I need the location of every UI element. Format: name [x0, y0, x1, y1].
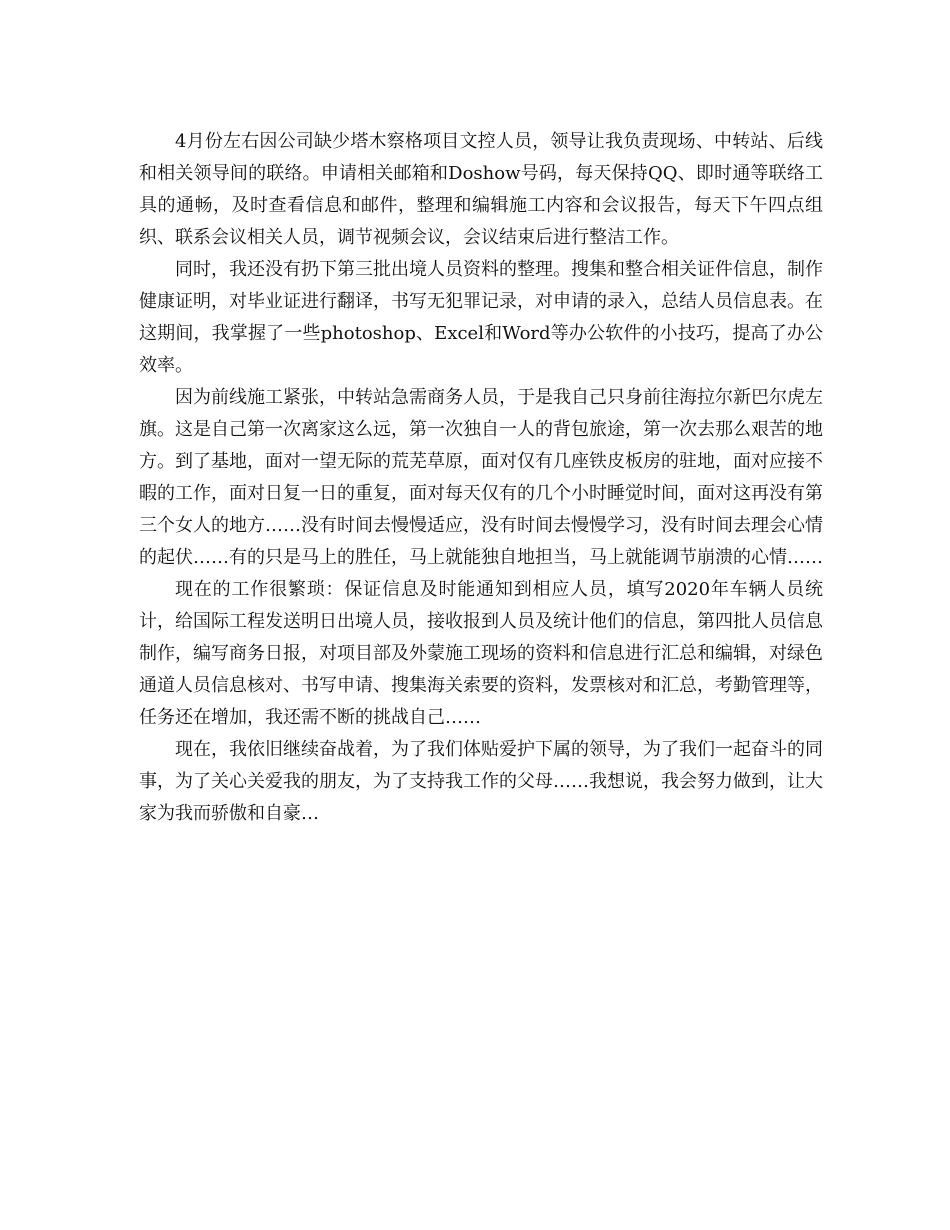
paragraph-2: 同时，我还没有扔下第三批出境人员资料的整理。搜集和整合相关证件信息，制作健康证明，对毕业证进行翻译，书写无犯罪记录，对申请的录入，总结人员信息表。在这期间，我掌握了一些photoshop、Excel和Word等办公软件的小技巧，提高了办公效率。 [139, 259, 823, 376]
document-body [139, 126, 823, 830]
paragraph-4: 现在的工作很繁琐：保证信息及时能通知到相应人员，填写2020年车辆人员统计，给国际工程发送明日出境人员，接收报到人员及统计他们的信息，第四批人员信息制作，编写商务日报，对项目部及外蒙施工现场的资料和信息进行汇总和编辑，对绿色通道人员信息核对、书写申请、搜集海关索要的资料，发票核对和汇总，考勤管理等，任务还在增加，我还需不断的挑战自己…… [139, 579, 823, 728]
paragraph-3: 因为前线施工紧张，中转站急需商务人员，于是我自己只身前往海拉尔新巴尔虎左旗。这是自己第一次离家这么远，第一次独自一人的背包旅途，第一次去那么艰苦的地方。到了基地，面对一望无际的荒芜草原，面对仅有几座铁皮板房的驻地，面对应接不暇的工作，面对日复一日的重复，面对每天仅有的几个小时睡觉时间，面对这再没有第三个女人的地方……没有时间去慢慢适应，没有时间去慢慢学习，没有时间去理会心情的起伏……有的只是马上的胜任，马上就能独自地担当，马上就能调节崩溃的心情…… [139, 387, 823, 568]
paragraph-1: 4月份左右因公司缺少塔木察格项目文控人员，领导让我负责现场、中转站、后线和相关领导间的联络。申请相关邮箱和Doshow号码，每天保持QQ、即时通等联络工具的通畅，及时查看信息和邮件，整理和编辑施工内容和会议报告，每天下午四点组织、联系会议相关人员，调节视频会议，会议结束后进行整洁工作。 [139, 131, 823, 248]
paragraph-5: 现在，我依旧继续奋战着，为了我们体贴爱护下属的领导，为了我们一起奋斗的同事，为了关心关爱我的朋友，为了支持我工作的父母……我想说，我会努力做到，让大家为我而骄傲和自豪… [139, 739, 823, 824]
